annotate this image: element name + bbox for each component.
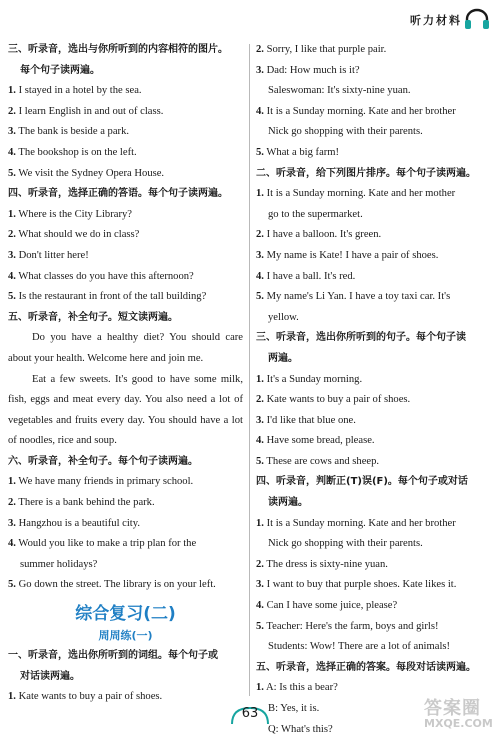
list-item [8, 514, 243, 535]
paragraph: Eat a few sweets. It's good to have some milk, fish, eggs and meat every day. You also need a lot of vegetables and fruits every day. You should have a lot of noodles, rice and soup. [8, 373, 243, 447]
section-title: 五、听录音，选择正确的答案。每段对话读两遍。 [256, 661, 476, 673]
item-number: 3. [256, 579, 264, 591]
section-title: 三、听录音，选出你所听到的句子。每个句子读 [256, 332, 466, 344]
item-text: I learn English in and out of class. [18, 105, 164, 117]
list-item-continuation: Students: Wow! There are a lot of animals! [268, 641, 451, 653]
item-text: Is the restaurant in front of the tall building? [18, 291, 207, 303]
item-number: 2. [8, 105, 16, 117]
section-title: 六、听录音，补全句子。每个句子读两遍。 [8, 455, 198, 467]
item-number: 1. [256, 682, 264, 694]
item-text: What classes do you have this afternoon? [18, 270, 194, 282]
item-number: 3. [8, 517, 16, 529]
item-text: What should we do in class? [18, 229, 140, 241]
list-item-continuation: Nick go shopping with their parents. [268, 126, 423, 138]
list-item [256, 411, 490, 432]
item-number: 5. [256, 146, 264, 158]
list-item [256, 102, 490, 123]
list-item [256, 370, 490, 391]
item-text: Go down the street. The library is on your left. [18, 579, 216, 591]
item-text: Kate wants to buy a pair of shoes. [18, 691, 163, 703]
list-item [8, 534, 243, 555]
section-subtitle: 对话读两遍。 [20, 670, 80, 682]
list-item [256, 575, 490, 596]
item-number: 5. [256, 620, 264, 632]
item-number: 2. [256, 44, 264, 55]
list-item [256, 246, 490, 267]
list-item [8, 225, 243, 246]
left-column [8, 40, 243, 708]
section-subtitle: 两遍。 [268, 352, 298, 364]
list-item [8, 267, 243, 288]
section-subtitle: 每个句子读两遍。 [20, 64, 100, 76]
page-number-badge [228, 704, 272, 728]
item-text: I have a ball. It's red. [266, 270, 356, 282]
item-number: 4. [256, 435, 264, 447]
list-item-continuation: Saleswoman: It's sixty-nine yuan. [268, 85, 411, 97]
list-item-continuation: go to the supermarket. [268, 208, 363, 220]
section-title: 五、听录音，补全句子。短文读两遍。 [8, 311, 178, 323]
item-text: Hangzhou is a beautiful city. [18, 517, 141, 529]
list-item [256, 61, 490, 82]
list-item [8, 122, 243, 143]
paragraph: Do you have a healthy diet? You should care about your health. Welcome here and join me. [8, 332, 243, 364]
item-number: 5. [8, 291, 16, 303]
watermark-url: MXQE.COM [424, 717, 493, 730]
item-text: The dress is sixty-nine yuan. [266, 558, 388, 570]
item-number: 3. [8, 249, 16, 261]
item-number: 5. [256, 291, 264, 303]
item-text: These are cows and sheep. [266, 455, 380, 467]
listening-material-label: 听力材料 [410, 14, 462, 27]
item-text: The bookshop is on the left. [18, 146, 137, 158]
list-item-continuation: Q: What's this? [268, 723, 333, 735]
list-item [256, 184, 490, 205]
item-text: Can I have some juice, please? [266, 600, 398, 612]
item-number: 1. [8, 85, 16, 97]
item-text: My name's Li Yan. I have a toy taxi car. It's [266, 291, 451, 303]
item-text: Kate wants to buy a pair of shoes. [266, 394, 411, 406]
item-number: 5. [256, 455, 264, 467]
item-number: 4. [256, 600, 264, 612]
list-item [8, 493, 243, 514]
list-item [256, 40, 490, 61]
section-title: 二、听录音，给下列图片排序。每个句子读两遍。 [256, 167, 476, 179]
list-item-continuation: yellow. [268, 311, 299, 323]
item-text: I have a balloon. It's green. [266, 229, 382, 241]
list-item-continuation: summer holidays? [20, 558, 98, 570]
page-header [0, 0, 500, 40]
item-text: It is a Sunday morning. Kate and her brother [266, 517, 456, 529]
item-text: Don't litter here! [18, 249, 89, 261]
page-footer [0, 700, 500, 734]
item-text: What a big farm! [266, 146, 340, 158]
section-title: 四、听录音，判断正(T)误(F)。每个句子或对话 [256, 476, 468, 488]
item-number: 2. [8, 229, 16, 241]
list-item [256, 143, 490, 164]
list-item [8, 102, 243, 123]
item-text: We visit the Sydney Opera House. [18, 167, 165, 179]
list-item [256, 678, 490, 699]
item-text: There is a bank behind the park. [18, 497, 155, 509]
item-text: I stayed in a hotel by the sea. [18, 85, 142, 97]
item-number: 2. [256, 394, 264, 406]
watermark-text: 答案圈 [424, 698, 481, 719]
item-number: 4. [8, 146, 16, 158]
list-item [8, 472, 243, 493]
list-item [8, 246, 243, 267]
list-item-continuation: B: Yes, it is. [268, 703, 320, 714]
list-item-continuation: Nick go shopping with their parents. [268, 538, 423, 550]
list-item [8, 205, 243, 226]
item-number: 4. [8, 270, 16, 282]
item-number: 2. [256, 229, 264, 241]
item-number: 3. [256, 64, 264, 76]
list-item [256, 555, 490, 576]
item-text: Teacher: Here's the farm, boys and girls! [266, 620, 439, 632]
list-item [8, 143, 243, 164]
weekly-practice-title: 周周练(一) [98, 629, 153, 643]
list-item [256, 452, 490, 473]
item-number: 1. [8, 208, 16, 220]
list-item [256, 390, 490, 411]
item-text: It's a Sunday morning. [266, 373, 363, 385]
item-number: 1. [8, 476, 16, 488]
item-number: 2. [8, 497, 16, 509]
list-item [256, 617, 490, 638]
list-item [256, 267, 490, 288]
section-subtitle: 读两遍。 [268, 497, 308, 509]
list-item [256, 431, 490, 452]
item-number: 3. [256, 414, 264, 426]
item-number: 1. [256, 373, 264, 385]
list-item [256, 225, 490, 246]
item-text: Dad: How much is it? [266, 64, 360, 76]
item-text: Would you like to make a trip plan for the [18, 538, 197, 550]
item-text: I want to buy that purple shoes. Kate likes it. [266, 579, 457, 591]
item-text: We have many friends in primary school. [18, 476, 194, 488]
item-number: 3. [256, 249, 264, 261]
item-number: 4. [8, 538, 16, 550]
item-number: 1. [8, 691, 16, 703]
list-item [256, 596, 490, 617]
review-title: 综合复习(二) [75, 604, 176, 625]
item-text: A: Is this a bear? [266, 682, 338, 694]
item-number: 4. [256, 105, 264, 117]
section-title: 三、听录音，选出与你所听到的内容相符的图片。 [8, 44, 228, 55]
item-text: It is a Sunday morning. Kate and her mother [266, 188, 456, 200]
item-number: 3. [8, 126, 16, 138]
item-text: Have some bread, please. [266, 435, 375, 447]
item-number: 5. [8, 579, 16, 591]
list-item [8, 575, 243, 596]
item-number: 1. [256, 188, 264, 200]
list-item [8, 164, 243, 185]
list-item [256, 287, 490, 308]
item-number: 1. [256, 517, 264, 529]
item-number: 2. [256, 558, 264, 570]
item-text: The bank is beside a park. [18, 126, 130, 138]
page-number: 63 [241, 706, 259, 721]
list-item [256, 514, 490, 535]
section-title: 四、听录音，选择正确的答语。每个句子读两遍。 [8, 188, 228, 200]
item-number: 5. [8, 167, 16, 179]
section-title: 一、听录音，选出你所听到的词组。每个句子或 [8, 650, 218, 662]
item-number: 4. [256, 270, 264, 282]
headphones-icon [464, 8, 490, 30]
item-text: Where is the City Library? [18, 208, 132, 220]
right-column [256, 40, 490, 740]
column-divider [249, 44, 250, 696]
item-text: My name is Kate! I have a pair of shoes. [266, 249, 439, 261]
list-item [8, 81, 243, 102]
item-text: I'd like that blue one. [266, 414, 356, 426]
item-text: Sorry, I like that purple pair. [266, 44, 387, 55]
watermark-logo [424, 700, 494, 732]
item-text: It is a Sunday morning. Kate and her brother [266, 105, 456, 117]
list-item [8, 287, 243, 308]
